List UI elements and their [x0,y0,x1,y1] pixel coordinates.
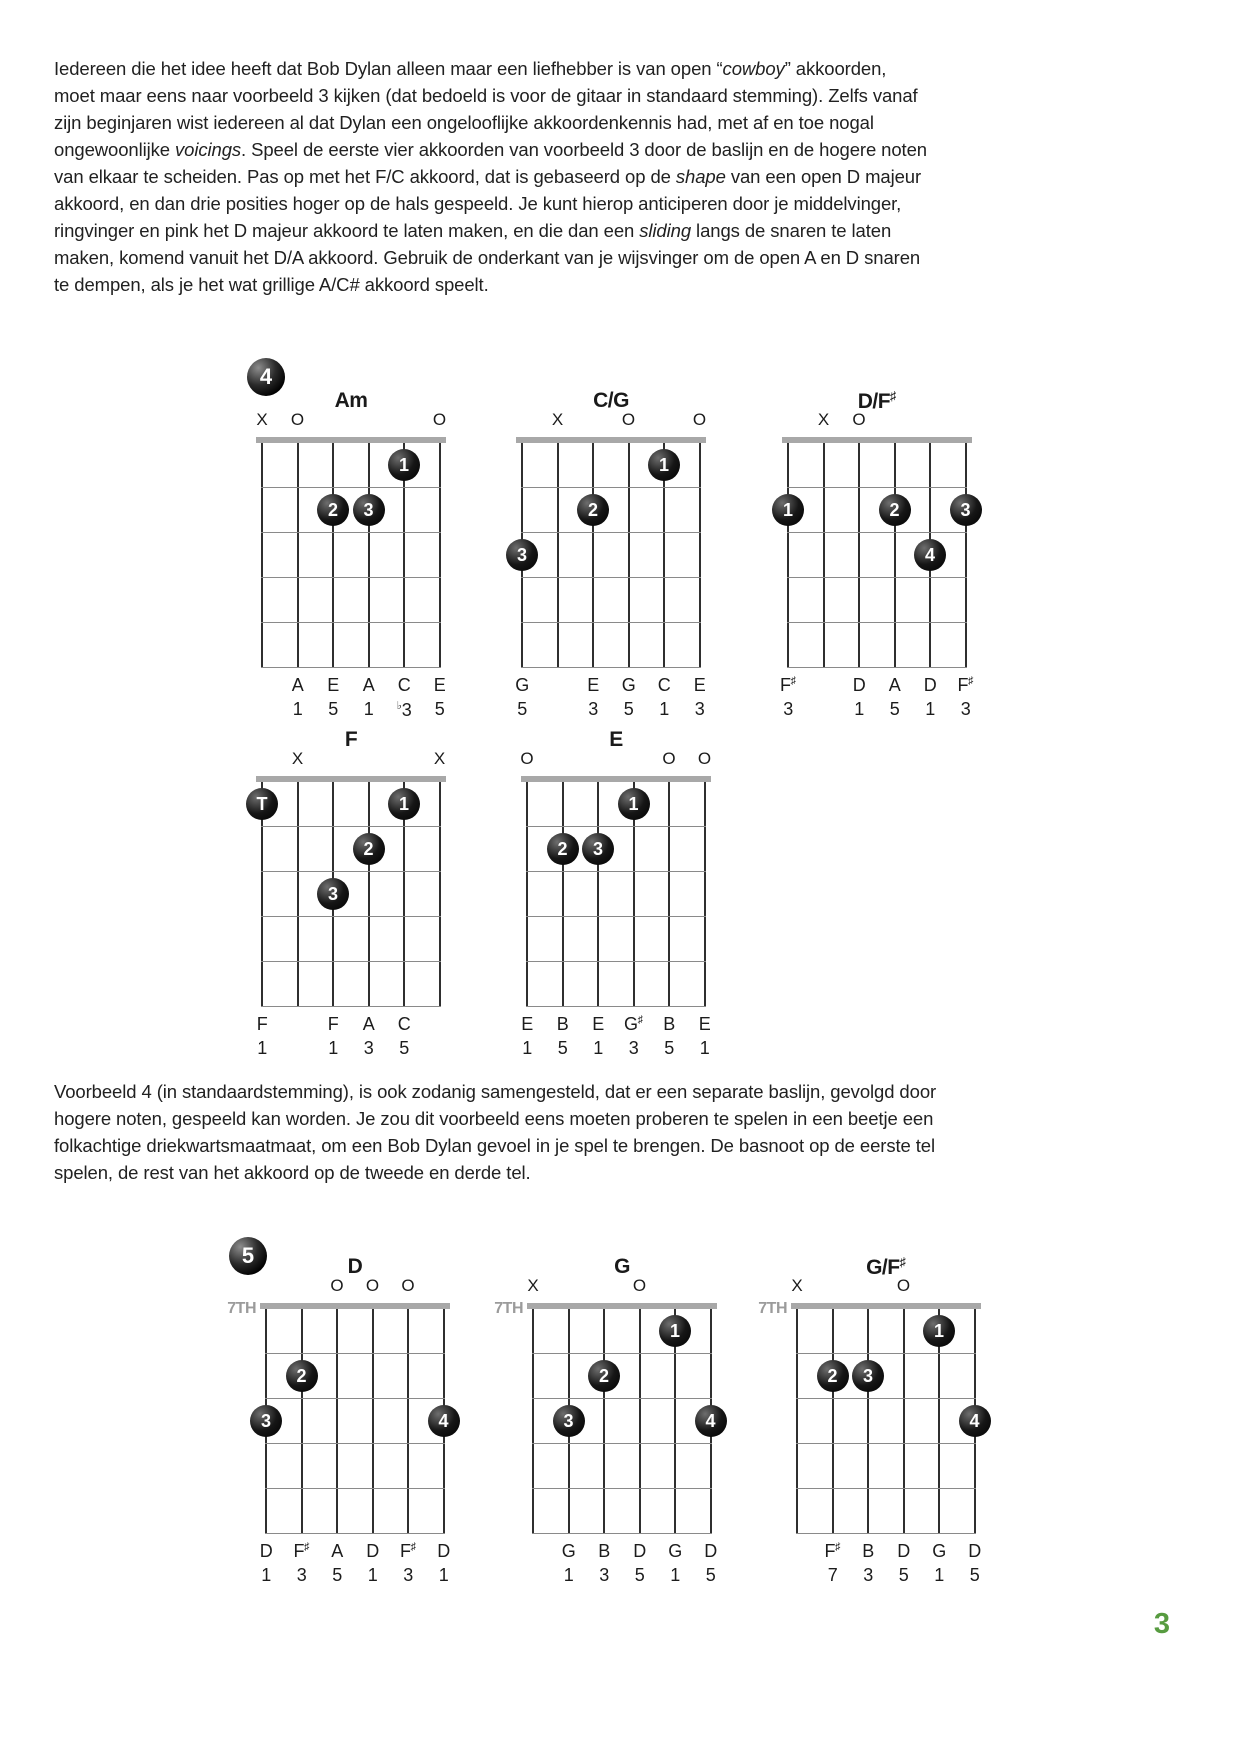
text-run: . Speel de eerste vier akkoorden van voorbeeld 3 door de baslijn en de hogere noten [241,139,927,160]
note-label: G [932,1541,946,1561]
text-run: ongewoonlijke [54,139,175,160]
finger-dot: 1 [388,449,420,481]
degree-label: 5 [332,1565,342,1585]
string-line [628,443,630,667]
muted-string-marker: X [256,410,268,429]
sharp-sign: ♯ [968,675,974,687]
open-string-marker: O [520,749,534,768]
italic-text: voicings [175,139,242,160]
muted-string-marker: X [791,1276,803,1295]
fret-line [265,1398,445,1399]
degree-label: 3 [296,1565,307,1585]
muted-string-marker: X [433,749,446,768]
string-line [592,443,594,667]
degree-label: 1 [292,699,303,719]
text-run: van elkaar te scheiden. Pas op met het F/C akkoord, dat is gebaseerd op de [54,166,676,187]
fret-line [796,1488,976,1489]
string-line [439,443,441,667]
fret-line [521,622,701,623]
muted-string-marker: X [817,410,830,429]
finger-dot: 2 [353,833,385,865]
open-string-marker: O [330,1276,344,1295]
open-string-marker: O [432,410,447,429]
string-line [639,1309,641,1533]
string-line [332,443,334,667]
degree-label: 3 [599,1565,609,1585]
nut-bar [260,1303,450,1309]
degree-label: 1 [563,1565,574,1585]
string-line [823,443,825,667]
text-run: akkoord, en dan drie posities hoger op de hals gespeeld. Je kunt hierop anticiperen door je middelvinger, [54,193,902,214]
text-run: ” akkoorden, [784,58,887,79]
note-label: F♯ [824,1541,841,1561]
open-string-marker: O [621,410,636,429]
chord-title: Am [334,389,368,412]
fret-line [787,667,967,668]
nut-bar [527,1303,717,1309]
fret-line [532,1443,712,1444]
degree-label: 1 [367,1565,378,1585]
sharp-sign: ♯ [304,1541,310,1553]
finger-dot: 3 [506,539,538,571]
italic-text: sliding [639,220,692,241]
fret-line [261,961,441,962]
string-line [858,443,860,667]
fret-line [261,667,441,668]
note-label: A [362,675,375,695]
text-run: ringvinger en pink het D majeur akkoord te laten maken, en die dan een [54,220,640,241]
string-line [668,782,670,1006]
finger-dot: 3 [852,1360,884,1392]
note-label: F♯ [780,675,796,695]
string-line [965,443,967,667]
chord-title: G [614,1255,630,1278]
fret-line [521,532,701,533]
note-label: C [397,1014,411,1034]
nut-bar [516,437,706,443]
chord-title: G/F♯ [866,1255,906,1279]
string-line [832,1309,834,1533]
chord-title: C/G [593,389,629,412]
degree-label: 1 [593,1038,603,1058]
degree-label: 1 [670,1565,680,1585]
italic-text: shape [675,166,726,187]
open-string-marker: O [852,410,866,429]
note-label: F♯ [400,1541,416,1561]
fret-line [796,1398,976,1399]
fret-line [796,1533,976,1534]
degree-label: 1 [328,1038,338,1058]
string-line [439,782,441,1006]
open-string-marker: O [290,410,305,429]
note-label: D [852,675,866,695]
finger-dot: 4 [428,1405,460,1437]
note-label: F♯ [957,675,974,695]
degree-label: 1 [261,1565,271,1585]
note-label: A [888,675,901,695]
fret-line [532,1488,712,1489]
fret-line [261,916,441,917]
thumb-dot: T [246,788,278,820]
note-label: C [657,675,671,695]
note-label: G [668,1541,682,1561]
nut-bar [256,776,446,782]
degree-label: 1 [934,1565,944,1585]
fret-line [521,667,701,668]
degree-label: 1 [257,1038,267,1058]
degree-label: 1 [925,699,935,719]
fret-line [796,1353,976,1354]
degree-label: 5 [969,1565,980,1585]
finger-dot: 1 [648,449,680,481]
note-label: B [598,1541,610,1561]
nut-bar [256,437,446,443]
degree-label: 3 [960,699,971,719]
degree-label: 1 [659,699,669,719]
finger-dot: 3 [317,878,349,910]
nut-bar [521,776,711,782]
degree-label: 5 [328,699,338,719]
string-line [532,1309,534,1533]
fret-line [526,1006,706,1007]
open-string-marker: O [697,749,712,768]
degree-label: 3 [863,1565,873,1585]
note-label: A [331,1541,343,1561]
fret-line [532,1533,712,1534]
fret-line [261,622,441,623]
note-label: B [663,1014,675,1034]
degree-label: 1 [438,1565,449,1585]
intro-paragraph [54,55,1114,298]
finger-dot: 3 [582,833,614,865]
string-line [557,443,559,667]
fret-line [526,871,706,872]
text-run: folkachtige driekwartsmaatmaat, om een Bob Dylan gevoel in je spel te brengen. De basnoot op de eerste tel [54,1135,936,1156]
finger-dot: 2 [817,1360,849,1392]
finger-dot: 2 [317,494,349,526]
degree-label: ♭3 [396,700,412,720]
fret-line [532,1353,712,1354]
note-label: A [291,675,304,695]
chord-title: F [344,728,358,751]
finger-dot: 1 [659,1315,691,1347]
flat-sign: ♭ [396,700,402,712]
string-line [526,782,528,1006]
degree-label: 5 [517,699,527,719]
note-label: E [327,675,339,695]
middle-paragraph [54,1078,1114,1186]
fret-line [526,916,706,917]
finger-dot: 1 [618,788,650,820]
note-label: E [433,675,446,695]
open-string-marker: O [662,749,676,768]
note-label: B [862,1541,874,1561]
string-line [297,443,299,667]
degree-label: 5 [634,1565,645,1585]
note-label: E [698,1014,711,1034]
note-label: F♯ [293,1541,310,1561]
string-line [301,1309,303,1533]
string-line [867,1309,869,1533]
string-line [297,782,299,1006]
degree-label: 3 [628,1038,639,1058]
note-label: E [592,1014,604,1034]
finger-dot: 4 [959,1405,991,1437]
note-label: D [897,1541,910,1561]
fret-line [787,532,967,533]
degree-label: 3 [588,699,598,719]
note-label: D [968,1541,981,1561]
fret-line [261,1006,441,1007]
note-label: B [556,1014,569,1034]
finger-dot: 2 [588,1360,620,1392]
note-label: D [923,675,937,695]
finger-dot: 2 [879,494,911,526]
nut-bar [791,1303,981,1309]
finger-dot: 3 [553,1405,585,1437]
fret-line [787,622,967,623]
fret-line [265,1353,445,1354]
string-line [787,443,789,667]
chord-title: E [609,728,623,751]
note-label: F [256,1014,268,1034]
note-label: F [327,1014,339,1034]
string-line [336,1309,338,1533]
example-badge-5: 5 [229,1237,267,1275]
fret-line [261,532,441,533]
fret-line [796,1443,976,1444]
note-label: G [561,1541,576,1561]
text-run: zijn beginjaren wist iedereen al dat Dylan een ongelooflijke akkoordenkennis had, met af en toe nogal [54,112,874,133]
nut-bar [782,437,972,443]
italic-text: cowboy [722,58,785,79]
degree-label: 1 [522,1038,532,1058]
fret-line [265,1488,445,1489]
chord-title: D/F♯ [857,389,897,413]
degree-label: 3 [403,1565,413,1585]
fret-line [521,487,701,488]
degree-label: 5 [399,1038,409,1058]
finger-dot: 3 [353,494,385,526]
page-number: 3 [1153,1608,1171,1640]
note-label: D [704,1541,717,1561]
note-label: E [521,1014,533,1034]
text-run: van een open D majeur [725,166,922,187]
finger-dot: 2 [286,1360,318,1392]
fret-line [526,961,706,962]
degree-label: 3 [694,699,705,719]
text-run: maken, komend vanuit het D/A akkoord. Gebruik de onderkant van je wijsvinger om de open A en D snaren [54,247,921,268]
fret-line [261,487,441,488]
sharp-sign: ♯ [835,1541,841,1553]
finger-dot: 3 [950,494,982,526]
degree-label: 5 [889,699,900,719]
position-label: 7TH [758,1300,787,1317]
string-line [368,443,370,667]
sharp-sign: ♯ [410,1541,416,1553]
fret-line [261,577,441,578]
degree-label: 5 [705,1565,716,1585]
muted-string-marker: X [527,1276,539,1295]
finger-dot: 1 [388,788,420,820]
note-label: E [587,675,599,695]
degree-label: 7 [827,1565,838,1585]
text-run: hogere noten, gespeeld kan worden. Je zou dit voorbeeld eens moeten proberen te spelen in een beetje een [54,1108,934,1129]
string-line [704,782,706,1006]
degree-label: 5 [434,699,445,719]
text-run: Iedereen die het idee heeft dat Bob Dylan alleen maar een liefhebber is van open “ [54,58,723,79]
degree-label: 5 [557,1038,568,1058]
degree-label: 1 [854,699,864,719]
fret-line [532,1398,712,1399]
open-string-marker: O [896,1276,911,1295]
fret-line [261,871,441,872]
string-line [894,443,896,667]
degree-label: 5 [623,699,634,719]
finger-dot: 1 [923,1315,955,1347]
text-run: Voorbeeld 4 (in standaardstemming), is ook zodanig samengesteld, dat er een separate baslijn, gevolgd door [54,1081,937,1102]
fret-line [526,826,706,827]
position-label: 7TH [494,1300,523,1317]
finger-dot: 4 [914,539,946,571]
string-line [372,1309,374,1533]
note-label: D [633,1541,646,1561]
open-string-marker: O [632,1276,647,1295]
fret-line [787,577,967,578]
sharp-sign: ♯ [790,675,796,687]
degree-label: 3 [363,1038,374,1058]
chord-title: D [347,1255,363,1278]
open-string-marker: O [365,1276,380,1295]
text-run: moet maar eens naar voorbeeld 3 kijken (dat bedoeld is voor de gitaar in standaard stemming). Zelfs vanaf [54,85,918,106]
muted-string-marker: X [551,410,564,429]
string-line [368,782,370,1006]
open-string-marker: O [692,410,707,429]
fret-line [787,487,967,488]
note-label: D [366,1541,379,1561]
string-line [597,782,599,1006]
text-run: spelen, de rest van het akkoord op de tweede en derde tel. [54,1162,531,1183]
finger-dot: 4 [695,1405,727,1437]
degree-label: 1 [699,1038,710,1058]
note-label: G [515,675,529,695]
example-badge-4: 4 [247,358,285,396]
note-label: C [397,675,411,695]
degree-label: 5 [664,1038,674,1058]
fret-line [261,826,441,827]
finger-dot: 1 [772,494,804,526]
string-line [699,443,701,667]
sharp-sign: ♯ [899,1255,906,1269]
string-line [407,1309,409,1533]
string-line [903,1309,905,1533]
open-string-marker: O [401,1276,415,1295]
position-label: 7TH [227,1300,256,1317]
note-label: G♯ [624,1014,643,1034]
note-label: D [437,1541,450,1561]
sharp-sign: ♯ [890,389,897,403]
text-run: te dempen, als je het wat grillige A/C# akkoord speelt. [54,274,489,295]
finger-dot: 2 [547,833,579,865]
string-line [261,443,263,667]
degree-label: 3 [783,699,793,719]
fret-line [265,1443,445,1444]
fret-line [521,577,701,578]
degree-label: 5 [898,1565,909,1585]
muted-string-marker: X [291,749,304,768]
text-run: langs de snaren te laten [691,220,892,241]
sharp-sign: ♯ [637,1014,643,1026]
degree-label: 1 [363,699,374,719]
note-label: G [621,675,636,695]
note-label: D [259,1541,273,1561]
note-label: E [693,675,706,695]
finger-dot: 2 [577,494,609,526]
note-label: A [362,1014,375,1034]
string-line [796,1309,798,1533]
finger-dot: 3 [250,1405,282,1437]
string-line [562,782,564,1006]
string-line [603,1309,605,1533]
fret-line [265,1533,445,1534]
